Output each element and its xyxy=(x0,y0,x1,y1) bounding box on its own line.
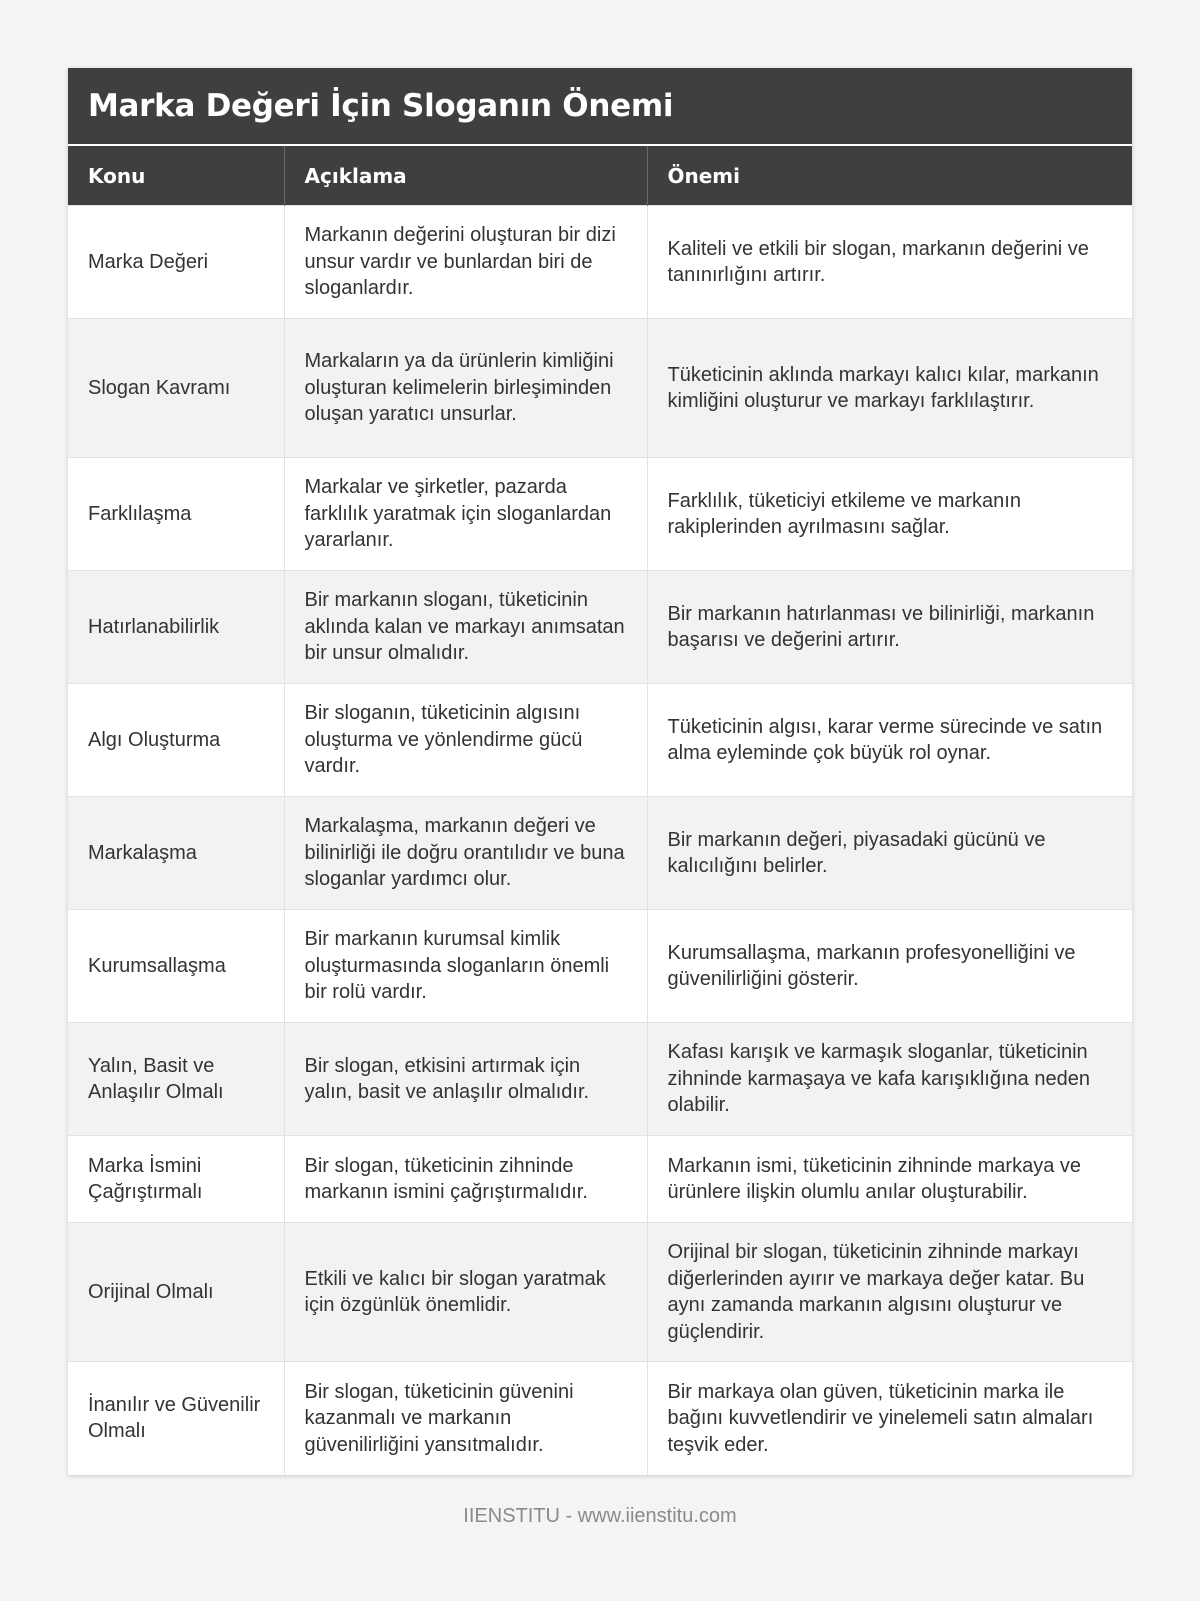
cell-konu: İnanılır ve Güvenilir Olmalı xyxy=(68,1362,284,1475)
cell-aciklama: Markalaşma, markanın değeri ve bilinirliği ile doğru orantılıdır ve buna sloganlar yardımcı olur. xyxy=(284,797,647,910)
cell-aciklama: Bir slogan, tüketicinin güvenini kazanmalı ve markanın güvenilirliğini yansıtmalıdır. xyxy=(284,1362,647,1475)
cell-onemi: Kafası karışık ve karmaşık sloganlar, tüketicinin zihninde karmaşaya ve kafa karışıklığına neden olabilir. xyxy=(647,1023,1132,1136)
cell-aciklama: Bir slogan, tüketicinin zihninde markanın ismini çağrıştırmalıdır. xyxy=(284,1136,647,1223)
table-row xyxy=(68,910,1132,1023)
cell-onemi: Tüketicinin algısı, karar verme sürecinde ve satın alma eyleminde çok büyük rol oynar. xyxy=(647,684,1132,797)
table-row xyxy=(68,458,1132,571)
table-row xyxy=(68,1023,1132,1136)
table-row xyxy=(68,1223,1132,1362)
column-header-aciklama: Açıklama xyxy=(284,146,647,206)
table-body xyxy=(68,206,1132,1475)
table-row xyxy=(68,1362,1132,1475)
cell-konu: Marka Değeri xyxy=(68,206,284,319)
cell-konu: Markalaşma xyxy=(68,797,284,910)
cell-konu: Slogan Kavramı xyxy=(68,319,284,458)
column-header-onemi: Önemi xyxy=(647,146,1132,206)
cell-onemi: Bir markanın değeri, piyasadaki gücünü ve kalıcılığını belirler. xyxy=(647,797,1132,910)
table-row xyxy=(68,206,1132,319)
column-header-konu: Konu xyxy=(68,146,284,206)
cell-onemi: Farklılık, tüketiciyi etkileme ve markanın rakiplerinden ayrılmasını sağlar. xyxy=(647,458,1132,571)
cell-konu: Yalın, Basit ve Anlaşılır Olmalı xyxy=(68,1023,284,1136)
cell-aciklama: Etkili ve kalıcı bir slogan yaratmak için özgünlük önemlidir. xyxy=(284,1223,647,1362)
title-bar xyxy=(68,68,1132,146)
page-title: Marka Değeri İçin Sloganın Önemi xyxy=(88,88,674,124)
table-row xyxy=(68,797,1132,910)
cell-onemi: Bir markanın hatırlanması ve bilinirliği, markanın başarısı ve değerini artırır. xyxy=(647,571,1132,684)
cell-aciklama: Markalar ve şirketler, pazarda farklılık yaratmak için sloganlardan yararlanır. xyxy=(284,458,647,571)
data-table xyxy=(68,146,1132,1475)
cell-onemi: Bir markaya olan güven, tüketicinin marka ile bağını kuvvetlendirir ve yinelemeli satın almaları teşvik eder. xyxy=(647,1362,1132,1475)
cell-aciklama: Bir slogan, etkisini artırmak için yalın, basit ve anlaşılır olmalıdır. xyxy=(284,1023,647,1136)
table-row xyxy=(68,684,1132,797)
cell-aciklama: Bir markanın kurumsal kimlik oluşturmasında sloganların önemli bir rolü vardır. xyxy=(284,910,647,1023)
table-header xyxy=(68,146,1132,206)
cell-aciklama: Markaların ya da ürünlerin kimliğini oluşturan kelimelerin birleşiminden oluşan yaratıcı unsurlar. xyxy=(284,319,647,458)
table-row xyxy=(68,319,1132,458)
cell-konu: Hatırlanabilirlik xyxy=(68,571,284,684)
header-row xyxy=(68,146,1132,206)
cell-onemi: Kaliteli ve etkili bir slogan, markanın değerini ve tanınırlığını artırır. xyxy=(647,206,1132,319)
cell-aciklama: Bir sloganın, tüketicinin algısını oluşturma ve yönlendirme gücü vardır. xyxy=(284,684,647,797)
table-row xyxy=(68,571,1132,684)
table-row xyxy=(68,1136,1132,1223)
cell-konu: Orijinal Olmalı xyxy=(68,1223,284,1362)
cell-aciklama: Markanın değerini oluşturan bir dizi unsur vardır ve bunlardan biri de sloganlardır. xyxy=(284,206,647,319)
cell-konu: Kurumsallaşma xyxy=(68,910,284,1023)
cell-aciklama: Bir markanın sloganı, tüketicinin aklında kalan ve markayı anımsatan bir unsur olmalıdır. xyxy=(284,571,647,684)
cell-onemi: Tüketicinin aklında markayı kalıcı kılar, markanın kimliğini oluşturur ve markayı farklılaştırır. xyxy=(647,319,1132,458)
cell-konu: Algı Oluşturma xyxy=(68,684,284,797)
footer-credit: IIENSTITU - www.iienstitu.com xyxy=(463,1505,737,1527)
cell-onemi: Markanın ismi, tüketicinin zihninde markaya ve ürünlere ilişkin olumlu anılar oluşturabilir. xyxy=(647,1136,1132,1223)
cell-konu: Marka İsmini Çağrıştırmalı xyxy=(68,1136,284,1223)
cell-konu: Farklılaşma xyxy=(68,458,284,571)
cell-onemi: Orijinal bir slogan, tüketicinin zihninde markayı diğerlerinden ayırır ve markaya değer katar. Bu aynı zamanda markanın algısını oluşturur ve güçlendirir. xyxy=(647,1223,1132,1362)
cell-onemi: Kurumsallaşma, markanın profesyonelliğini ve güvenilirliğini gösterir. xyxy=(647,910,1132,1023)
table-card xyxy=(68,68,1132,1475)
